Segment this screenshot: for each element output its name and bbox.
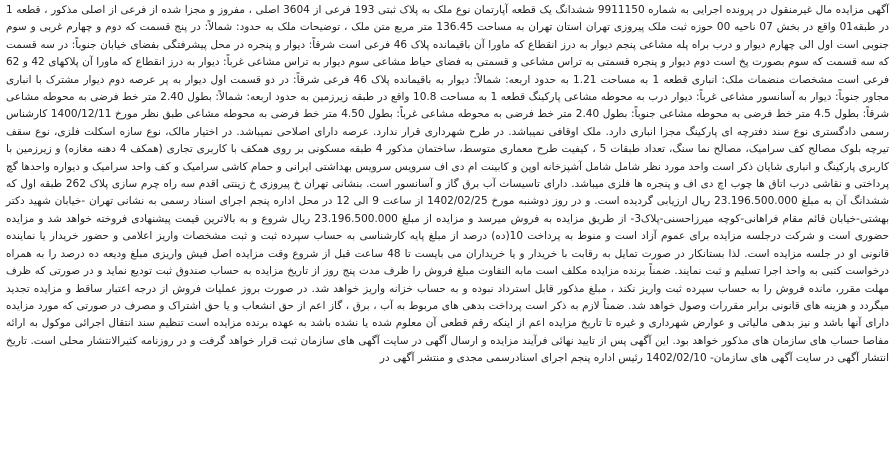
- auction-notice-text: آگهی مزایده مال غیرمنقول در پرونده اجرایی به شماره 9911150 ششدانگ یک قطعه آپارتمان نوع ملک به پلاک ثبتی 193 فرعی از 3604 اصلی ، مفروز و مجزا شده از فرعی از اصلی مذکور ، قطعه 1 در طبقه01 واقع در بخش 07 ناحیه 00 حوزه ثبت ملک پیروزی تهران استان تهران به مساحت 136.45 متر مربع متن ملک ، توضیحات ملک به حدود: شمالاً: در پنج قسمت که دوم و چهارم غربی و سوم جنوبی است اول الی چهارم دیوار و درب براه پله مشاعی پنجم دیوار به درز انقطاع که ماورا آن باقیمانده پلاک 46 فرعی است شرقاً: دیوار و پنجره در محل پیشرفتگی بفضای خیابان جنوباً: در سه قسمت که سه قسمت که سوم بصورت پخ است دوم دیوار و پنجره قسمتی به تراس مشاعی و قسمتی به فضای حیاط مشاعی سوم دیوار به تراس مشاعی غرباً: دیوار به درز انقطاع که ماورا آن پلاکهای 42 و 62 فرعی است مشخصات منضمات ملک: انباری قطعه 1 به مساحت 1.21 به حدود اربعه: شمالاً: دیوار به باقیمانده پلاک 46 فرعی شرقاً: در دو قسمت اول دیوار به پر عرصه دوم دیوار مشترک با انباری مجاور جنوباً: دیوار به آسانسور مشاعی غرباً: دیوار درب به محوطه مشاعی پارکینگ قطعه 1 به مساحت 10.8 واقع در طبقه زیرزمین به حدود اربعه: شمالاً: بطول 2.40 متر خط فرضی به محوطه مشاعی شرقاً: بطول 4.5 متر خط فرضی به محوطه مشاعی جنوباً: بطول 2.40 متر خط فرضی به محوطه مشاعی غرباً: بطول 4.50 متر خط فرضی به محوطه مشاعی طبق نظر مورخ 1400/12/11 کارشناس رسمی دادگستری نوع سند دفترچه ای پارکینگ مجزا انباری دارد. ملک اوقافی نمیباشد. در طرح شهرداری قرار ندارد. عرصه دارای اصلاحی نمیباشد. در اختیار مالک، نوع سازه اسکلت فلزی، نوع سقف تیرچه بلوک مصالح کف سرامیک، مصالح نما سنگ، تعداد طبقات 5 ، کیفیت طرح معماری متوسط، ساختمان مذکور 4 طبقه مسکونی بر روی همکف با کاربری تجاری (همکف 4 دهنه مغازه) و زیرزمین با کاربری پارکینگ و انباری شایان ذکر است واحد مورد نظر شامل شامل آشپزخانه اوپن و کابینت ام دی اف سرویس سرویس بهداشتی ایرانی و حمام کاشی سرامیک و کف واحد سرامیک و دیواره واحدها گچ پرداختی و نقاشی درب اتاق ها چوب اچ دی اف و پنجره ها فلزی میباشد. دارای تاسیسات آب برق گاز و آسانسور است. بنشانی تهران خ پیروزی خ زینتی اقدم سه راه چرم سازی پلاک 262 طبقه اول که ششدانگ آن به مبلغ 23.196.500.000 ریال ارزیابی گردیده است. و در روز دوشنبه مورخ 1402/02/25 از ساعت 9 الی 12 در محل اداره پنجم اجرای اسناد رسمی به نشانی تهران -خیابان شهید دکتر بهشتی-خیابان قائم مقام فراهانی-کوچه میرزاحسنی-پلاک3- از طریق مزایده به فروش میرسد و مزایده از مبلغ 23.196.500.000 ریال شروع و به بالاترین قیمت پیشنهادی فروخته خواهد شد و مزایده حضوری است و شرکت درجلسه مزایده برای عموم آزاد است و منوط به پرداخت 10(ده) درصد از مبلغ پایه کارشناسی به حساب سپرده ثبت و ثبت مشخصات واریز اعلامی و حضور خریدار یا نماینده قانونی او در جلسه مزایده است. لذا بستانکار در صورت تمایل به رقابت با خریدار و یا خریداران می بایست تا 48 ساعت قبل از شروع وقت مزایده اصل فیش واریزی مبلغ ودیعه ده درصد را به همراه درخواست کتبی به واحد اجرا تسلیم و ثبت نمایند. ضمناً برنده مزایده مکلف است مابه التفاوت مبلغ فروش را ظرف مدت پنج روز از تاریخ مزایده به حساب صندوق ثبت تودیع نماید و در صورتی که ظرف مهلت مقرر، مانده فروش را به حساب سپرده ثبت واریز نکند ، مبلغ مذکور قابل استرداد نبوده و به حساب خزانه واریز خواهد شد. در صورت بروز عملیات فروش از درجه اعتبار ساقط و مزایده تجدید میگردد و هزینه های قانونی برابر مقررات وصول خواهد شد. ضمناً لازم به ذکر است پرداخت بدهی های مربوط به آب ، برق ، گاز اعم از حق انشعاب و یا حق اشتراک و مصرف در صورتی که مورد مزایده دارای آنها باشد و نیز بدهی مالیاتی و عوارض شهرداری و غیره تا تاریخ مزایده اعم از اینکه رقم قطعی آن معلوم شده یا نشده باشد به عهده برنده مزایده است تنظیم سند انتقال اجرائی موکول به ارائه مفاصا حساب های سازمان های مذکور خواهد بود. این آگهی پس از تایید نهائی فرآیند مزایده و ارسال آگهی در سایت آگهی های سازمان ثبت قرار خواهد گرفت و در روزنامه کثیرالانتشار محلی است. تاریخ انتشار آگهی در سایت آگهی های سازمان- 1402/02/10 رئیس اداره پنجم اجرای اسنادرسمی مجدی و منتشر آگهی در: [6, 4, 890, 365]
